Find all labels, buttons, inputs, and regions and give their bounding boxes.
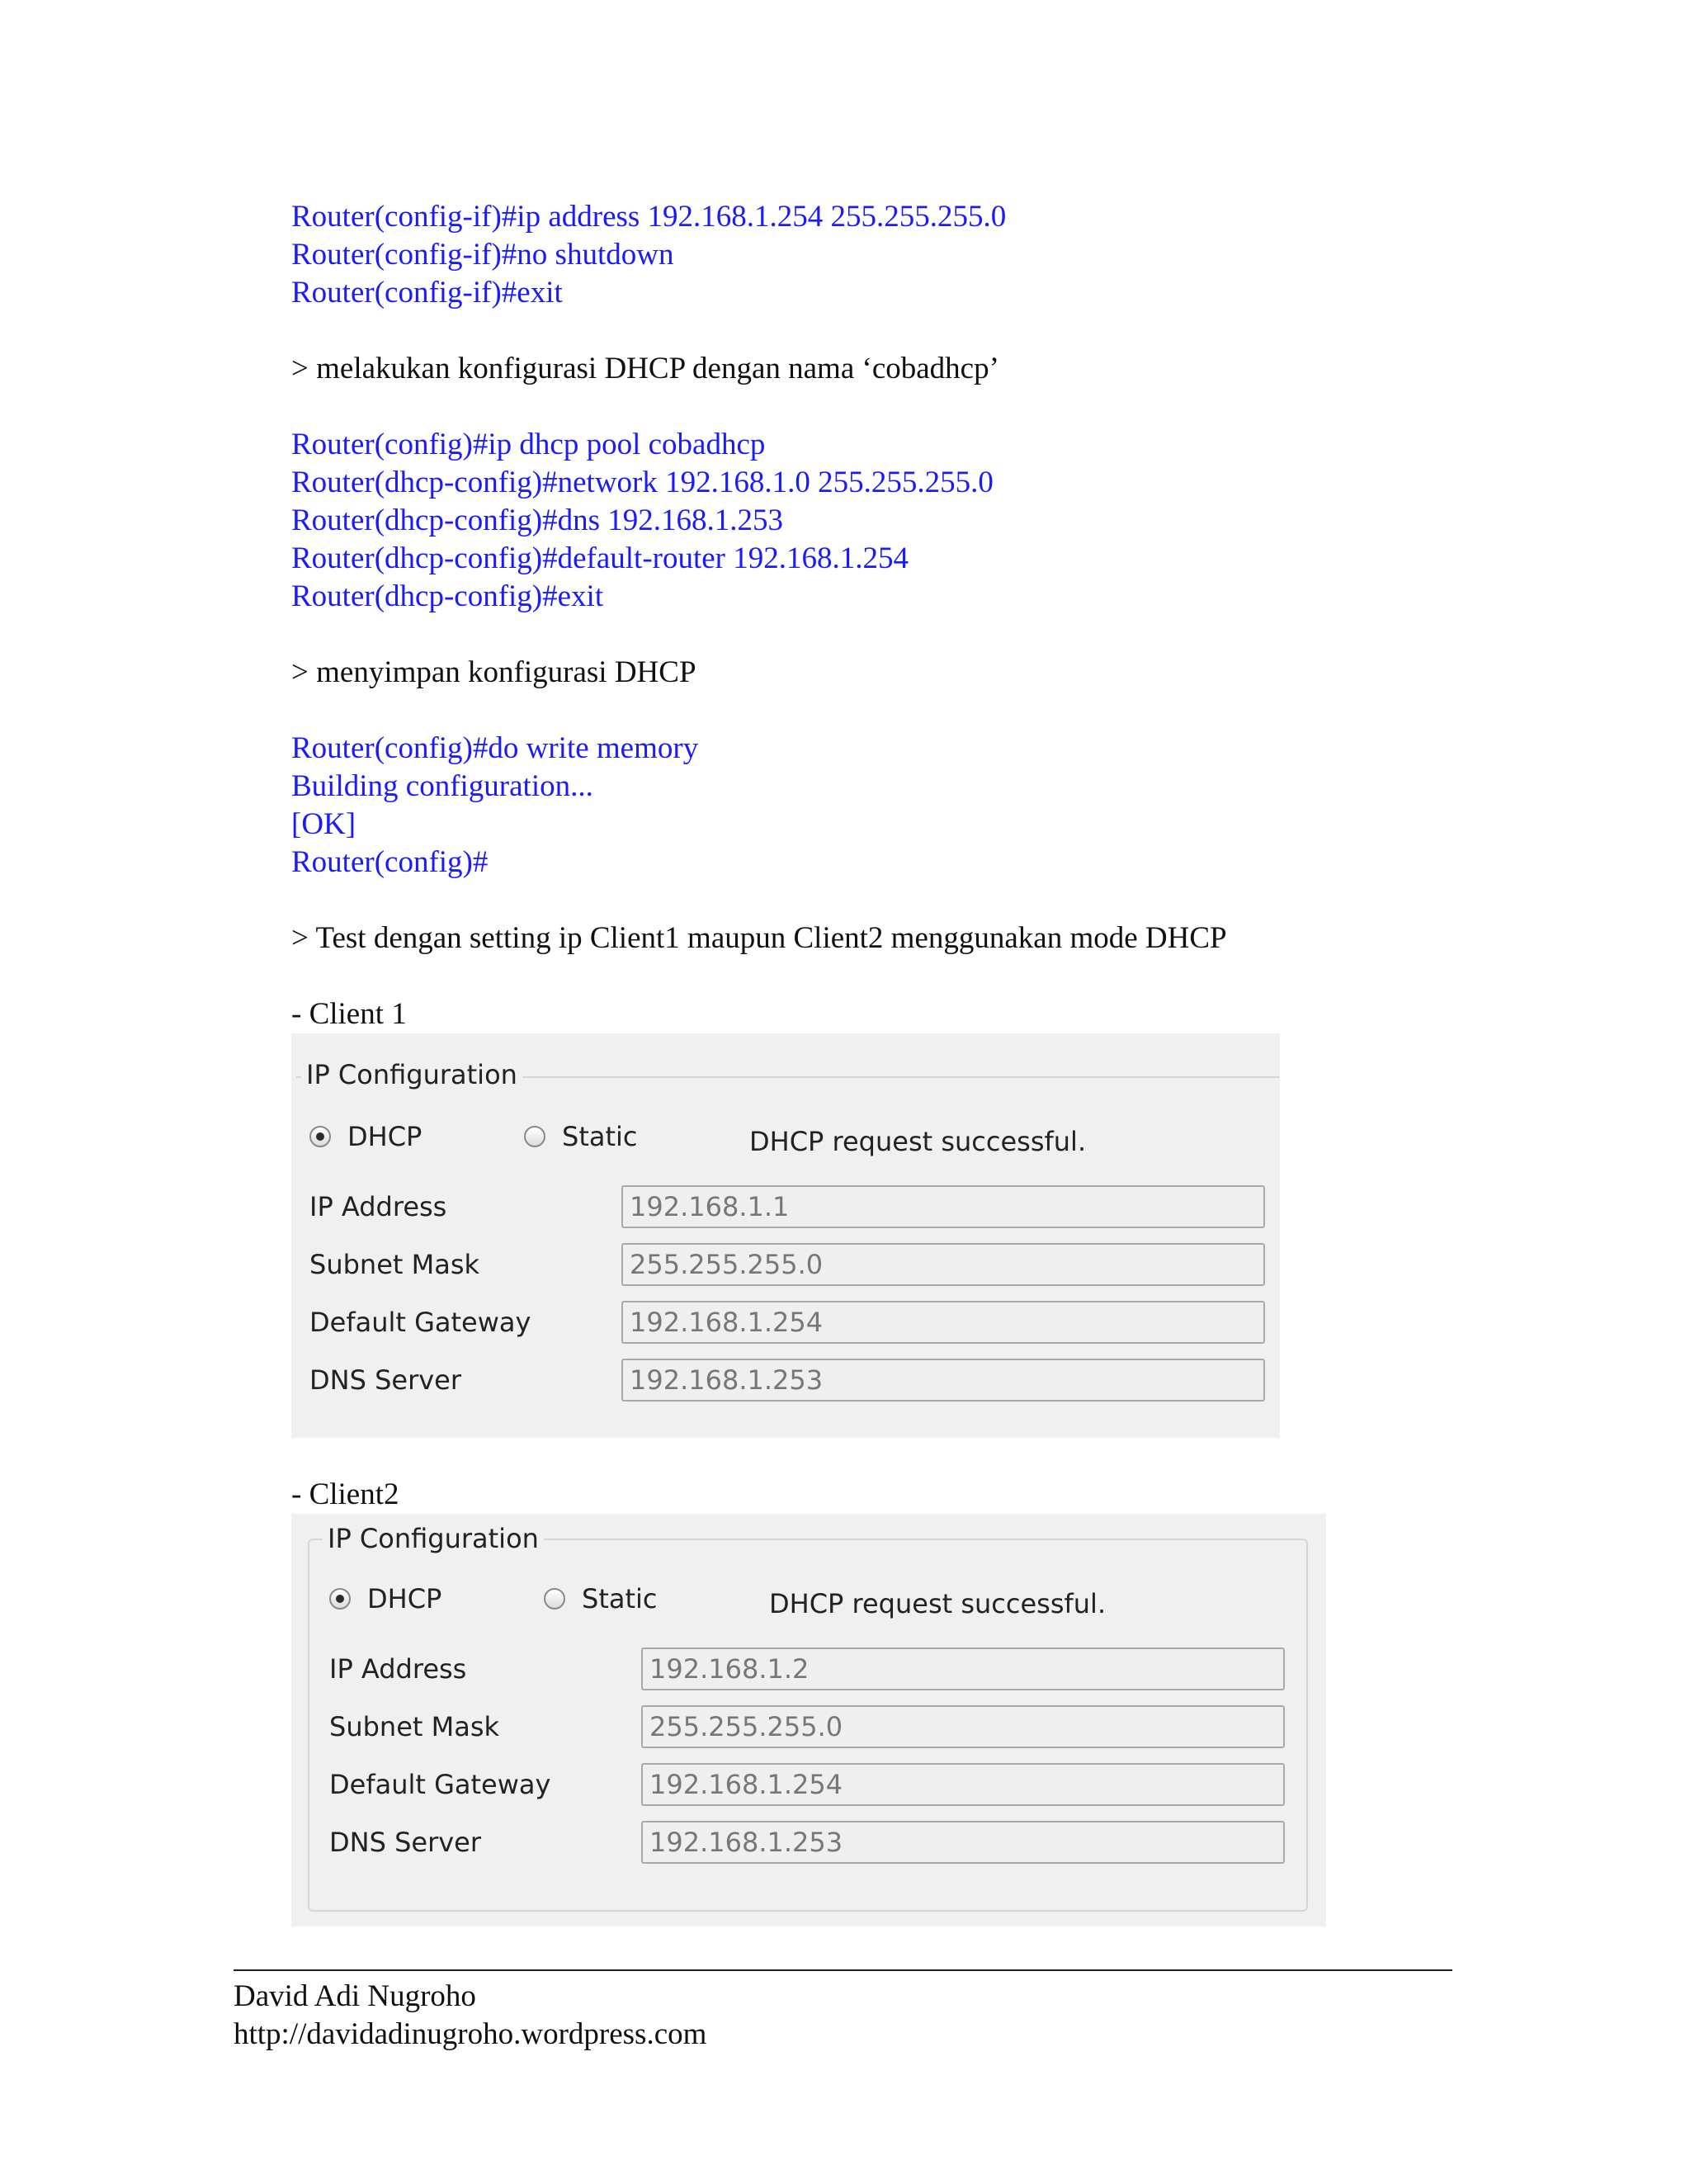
code-line: Router(config)#ip dhcp pool cobadhcp — [291, 428, 766, 461]
code-line: Building configuration... — [291, 769, 593, 803]
default-gateway-label: Default Gateway — [309, 1307, 531, 1338]
code-line: Router(config)#do write memory — [291, 731, 699, 765]
subnet-mask-field[interactable] — [641, 1705, 1285, 1748]
footer-divider — [234, 1969, 1452, 1971]
step-description: > Test dengan setting ip Client1 maupun Client2 menggunakan mode DHCP — [291, 921, 1227, 955]
panel-legend: IP Configuration — [301, 1060, 522, 1090]
dns-server-label: DNS Server — [309, 1364, 461, 1396]
step-description: > melakukan konfigurasi DHCP dengan nama ‘cobadhcp’ — [291, 352, 999, 385]
code-line: Router(config-if)#exit — [291, 276, 563, 310]
code-line: Router(dhcp-config)#dns 192.168.1.253 — [291, 503, 784, 537]
code-line: Router(dhcp-config)#exit — [291, 579, 604, 613]
radio-selected-icon[interactable] — [309, 1126, 331, 1147]
step-description: > menyimpan konfigurasi DHCP — [291, 655, 696, 689]
static-radio-option[interactable] — [524, 1121, 638, 1152]
ip-address-label: IP Address — [309, 1191, 447, 1222]
radio-unselected-icon[interactable] — [524, 1126, 545, 1147]
dhcp-status-message: DHCP request successful. — [749, 1126, 1087, 1157]
default-gateway-field[interactable] — [621, 1301, 1265, 1344]
static-radio-label: Static — [562, 1121, 638, 1152]
dhcp-radio-label: DHCP — [347, 1121, 422, 1152]
code-line: Router(config-if)#ip address 192.168.1.254 255.255.255.0 — [291, 200, 1007, 234]
subnet-mask-field[interactable] — [621, 1243, 1265, 1286]
ip-config-panel-client2 — [291, 1514, 1326, 1926]
ip-address-label: IP Address — [329, 1653, 467, 1685]
default-gateway-label: Default Gateway — [329, 1769, 551, 1800]
dns-server-field[interactable] — [641, 1821, 1285, 1864]
radio-unselected-icon[interactable] — [544, 1588, 565, 1610]
subnet-mask-label: Subnet Mask — [329, 1711, 500, 1742]
code-line: Router(config-if)#no shutdown — [291, 238, 674, 272]
dns-server-field[interactable] — [621, 1359, 1265, 1402]
dhcp-radio-option[interactable] — [329, 1583, 441, 1614]
static-radio-option[interactable] — [544, 1583, 658, 1614]
ip-address-field[interactable] — [641, 1647, 1285, 1690]
dhcp-status-message: DHCP request successful. — [769, 1588, 1107, 1619]
ip-config-panel-client1 — [291, 1033, 1280, 1438]
dhcp-radio-option[interactable] — [309, 1121, 422, 1152]
client1-heading: - Client 1 — [291, 997, 407, 1031]
panel-legend: IP Configuration — [323, 1524, 544, 1553]
subnet-mask-label: Subnet Mask — [309, 1249, 480, 1280]
radio-selected-icon[interactable] — [329, 1588, 351, 1610]
client2-heading: - Client2 — [291, 1477, 399, 1511]
static-radio-label: Static — [582, 1583, 658, 1614]
footer-url[interactable]: http://davidadinugroho.wordpress.com — [234, 2017, 707, 2051]
ip-address-field[interactable] — [621, 1185, 1265, 1228]
code-line: Router(config)# — [291, 845, 489, 879]
footer-author: David Adi Nugroho — [234, 1979, 476, 2013]
dns-server-label: DNS Server — [329, 1827, 481, 1858]
dhcp-radio-label: DHCP — [367, 1583, 442, 1614]
default-gateway-field[interactable] — [641, 1763, 1285, 1806]
code-line: [OK] — [291, 807, 356, 841]
code-line: Router(dhcp-config)#network 192.168.1.0 255.255.255.0 — [291, 466, 994, 499]
code-line: Router(dhcp-config)#default-router 192.168.1.254 — [291, 541, 909, 575]
